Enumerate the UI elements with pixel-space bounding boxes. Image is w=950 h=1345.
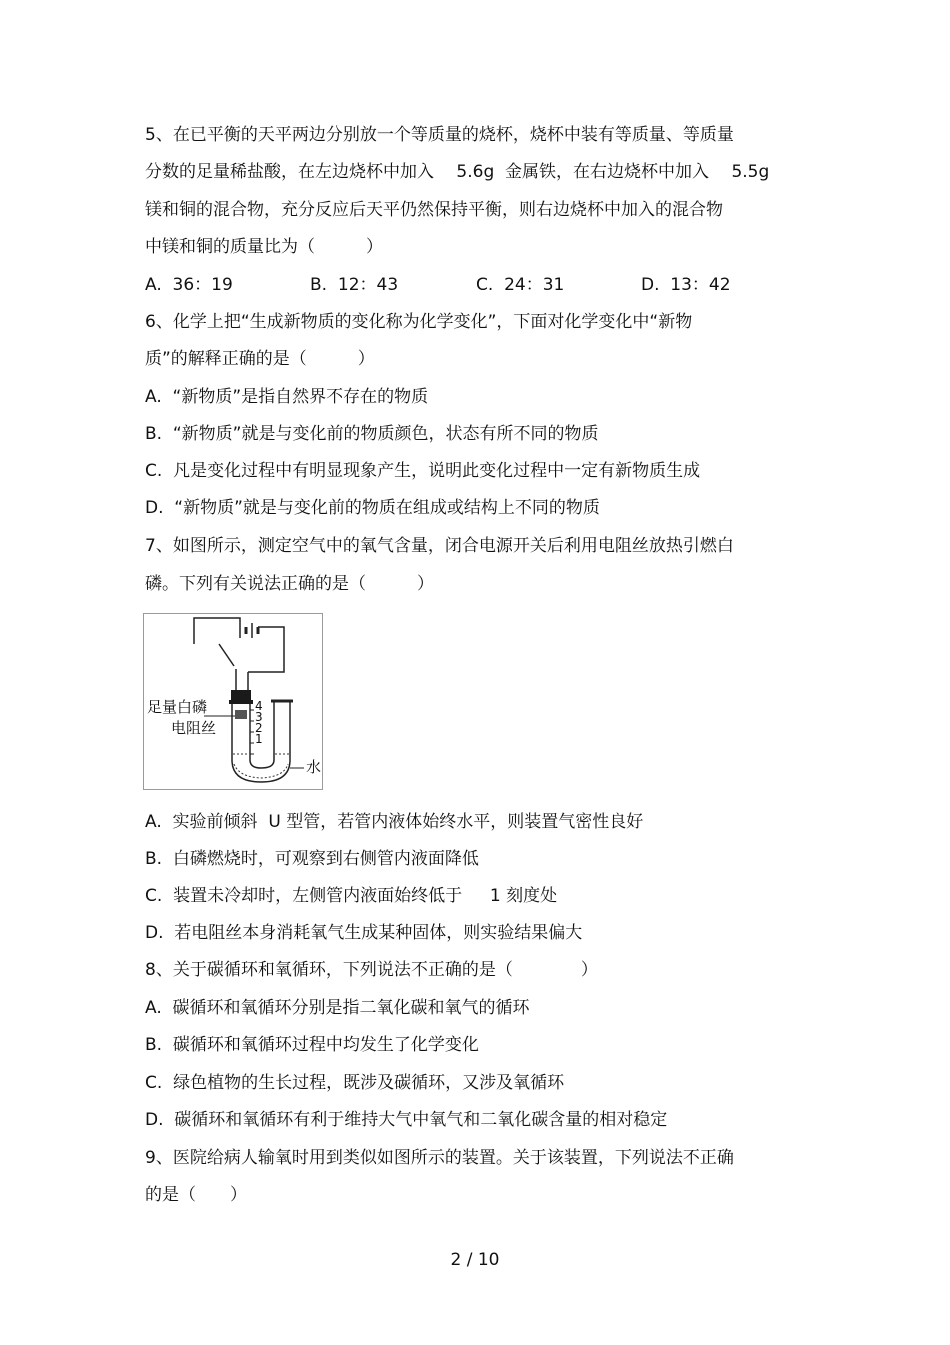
- scale-1: 1: [255, 732, 263, 746]
- water-surface: [233, 754, 289, 778]
- q5-option-b: B. 12：43: [310, 275, 399, 295]
- q7-stem-line-2: 磷。下列有关说法正确的是（ ）: [145, 574, 434, 594]
- q8-stem-line-1: 8、关于碳循环和氧循环，下列说法不正确的是（ ）: [145, 960, 598, 980]
- q5-option-a: A. 36：19: [145, 275, 233, 295]
- scale-3: 3: [255, 710, 263, 724]
- scale-4: 4: [255, 699, 263, 713]
- q8-option-d: D. 碳循环和氧循环有利于维持大气中氧气和二氧化碳含量的相对稳定: [145, 1110, 668, 1130]
- battery-icon: [240, 623, 262, 638]
- q5-stem-line-2: 分数的足量稀盐酸，在左边烧杯中加入 5.6g 金属铁，在右边烧杯中加入 5.5g: [145, 162, 770, 182]
- label-water: 水: [306, 758, 322, 776]
- q6-option-c: C. 凡是变化过程中有明显现象产生，说明此变化过程中一定有新物质生成: [145, 461, 701, 481]
- q6-stem-line-1: 6、化学上把“生成新物质的变化称为化学变化”，下面对化学变化中“新物: [145, 312, 693, 332]
- q5-option-c: C. 24：31: [476, 275, 565, 295]
- q8-option-a: A. 碳循环和氧循环分别是指二氧化碳和氧气的循环: [145, 998, 530, 1018]
- q7-option-c: C. 装置未冷却时，左侧管内液面始终低于 1 刻度处: [145, 886, 558, 906]
- label-phosphorus: 足量白磷: [147, 698, 208, 716]
- q7-stem-line-1: 7、如图所示，测定空气中的氧气含量，闭合电源开关后利用电阻丝放热引燃白: [145, 536, 734, 556]
- q8-option-b: B. 碳循环和氧循环过程中均发生了化学变化: [145, 1035, 479, 1055]
- page-number: 2 / 10: [450, 1250, 500, 1270]
- u-tube-apparatus-figure: [143, 613, 323, 790]
- q7-option-b: B. 白磷燃烧时，可观察到右侧管内液面降低: [145, 849, 479, 869]
- q7-option-d: D. 若电阻丝本身消耗氧气生成某种固体，则实验结果偏大: [145, 923, 583, 943]
- q6-option-b: B. “新物质”就是与变化前的物质颜色，状态有所不同的物质: [145, 424, 599, 444]
- q5-stem-line-3: 镁和铜的混合物，充分反应后天平仍然保持平衡，则右边烧杯中加入的混合物: [145, 200, 723, 220]
- q6-stem-line-2: 质”的解释正确的是（ ）: [145, 349, 375, 369]
- scale-2: 2: [255, 721, 263, 735]
- q9-stem-line-2: 的是（ ）: [145, 1185, 247, 1205]
- q5-stem-line-4: 中镁和铜的质量比为（ ）: [145, 237, 383, 257]
- q9-stem-line-1: 9、医院给病人输氧时用到类似如图所示的装置。关于该装置，下列说法不正确: [145, 1148, 734, 1168]
- q8-option-c: C. 绿色植物的生长过程，既涉及碳循环，又涉及氧循环: [145, 1073, 565, 1093]
- q7-option-a: A. 实验前倾斜 U 型管，若管内液体始终水平，则装置气密性良好: [145, 812, 644, 832]
- white-phosphorus: [235, 710, 247, 719]
- switch-icon: [219, 644, 248, 690]
- label-wire: 电阻丝: [171, 719, 217, 737]
- q6-option-a: A. “新物质”是指自然界不存在的物质: [145, 387, 429, 407]
- q5-stem-line-1: 5、在已平衡的天平两边分别放一个等质量的烧杯，烧杯中装有等质量、等质量: [145, 125, 734, 145]
- q5-option-d: D. 13：42: [641, 275, 731, 295]
- q6-option-d: D. “新物质”就是与变化前的物质在组成或结构上不同的物质: [145, 498, 600, 518]
